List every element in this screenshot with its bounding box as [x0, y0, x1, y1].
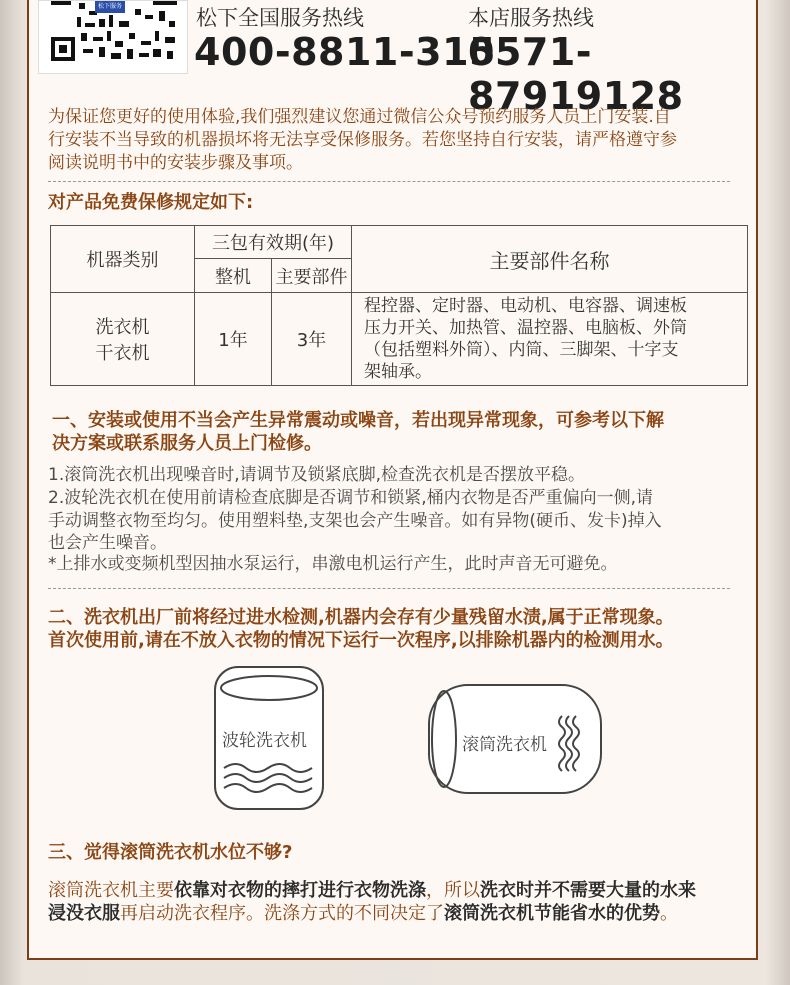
section2-title-2: 首次使用前,请在不放入衣物的情况下运行一次程序,以排除机器内的检测用水。: [48, 630, 674, 651]
drum-label: 滚筒洗衣机: [462, 735, 547, 755]
text-segment-emphasis: 依靠对衣物的摔打进行衣物洗涤: [174, 880, 426, 901]
header-category: 机器类别: [51, 226, 195, 293]
category-washer: 洗衣机: [95, 317, 150, 338]
cell-whole: 1年: [195, 293, 272, 386]
warranty-table: [50, 225, 748, 386]
section1-title-1: 一、安装或使用不当会产生异常震动或噪音，若出现异常现象，可参考以下解: [52, 410, 664, 431]
header-parts-name: 主要部件名称: [352, 226, 748, 293]
warranty-title: 对产品免费保修规定如下:: [48, 192, 254, 213]
parts-line-1: 程控器、定时器、电动机、电容器、调速板: [364, 296, 688, 316]
cell-main-parts: 3年: [272, 293, 352, 386]
category-dryer: 干衣机: [95, 343, 150, 364]
cell-parts-list: [352, 293, 748, 386]
header-whole: 整机: [195, 259, 272, 293]
intro-line-2: 行安装不当导致的机器损坏将无法享受保修服务。若您坚持自行安装，请严格遵守参: [48, 130, 677, 150]
section1-title-2: 决方案或联系服务人员上门检修。: [52, 433, 322, 454]
wechat-qr-code[interactable]: [38, 0, 188, 74]
divider: [48, 181, 730, 182]
section3-line-1: [48, 880, 696, 902]
store-hotline-number[interactable]: 0571-87919128: [468, 30, 684, 118]
store-hotline-label: 本店服务热线: [468, 6, 594, 30]
text-segment: 滚筒洗衣机主要: [48, 880, 174, 901]
section1-item-1: 1.滚筒洗衣机出现噪音时,请调节及锁紧底脚,检查洗衣机是否摆放平稳。: [48, 465, 586, 485]
intro-line-3: 阅读说明书中的安装步骤及事项。: [48, 153, 303, 173]
qr-badge: 松下服务: [95, 1, 125, 13]
parts-line-2: 压力开关、加热管、温控器、电脑板、外筒: [364, 318, 688, 338]
text-segment: ，所以: [426, 880, 480, 901]
text-segment: 。: [660, 903, 678, 924]
national-hotline-label: 松下全国服务热线: [196, 6, 364, 30]
top-loader-illustration: [214, 666, 324, 810]
text-segment-emphasis: 洗衣时并不需要大量的水来: [480, 880, 696, 901]
intro-line-1: 为保证您更好的使用体验,我们强烈建议您通过微信公众号预约服务人员上门安装.自: [48, 107, 671, 127]
section1-note: *上排水或变频机型因抽水泵运行，串激电机运行产生，此时声音无可避免。: [48, 554, 618, 574]
parts-line-3: （包括塑料外筒）、内筒、三脚架、十字支: [364, 340, 679, 360]
section1-item-2b: 手动调整衣物至均匀。使用塑料垫,支架也会产生噪音。如有异物(硬币、发卡)掉入: [48, 511, 662, 531]
drum-illustration: [428, 684, 602, 794]
section2-title-1: 二、洗衣机出厂前将经过进水检测,机器内会存有少量残留水渍,属于正常现象。: [48, 607, 674, 628]
header-period: 三包有效期(年): [195, 226, 352, 259]
section1-item-2c: 也会产生噪音。: [48, 533, 167, 553]
text-segment-emphasis: 滚筒洗衣机节能省水的优势: [444, 903, 660, 924]
national-hotline-number[interactable]: 400-8811-315: [194, 30, 496, 74]
divider: [48, 588, 730, 589]
parts-line-4: 架轴承。: [364, 362, 433, 382]
section3-title: 三、觉得滚筒洗衣机水位不够?: [48, 842, 293, 863]
cell-category: [51, 293, 195, 386]
section1-item-2a: 2.波轮洗衣机在使用前请检查底脚是否调节和锁紧,桶内衣物是否严重偏向一侧,请: [48, 488, 654, 508]
section3-line-2: [48, 903, 678, 925]
text-segment: 再启动洗衣程序。洗涤方式的不同决定了: [120, 903, 444, 924]
top-loader-label: 波轮洗衣机: [222, 731, 307, 751]
text-segment-emphasis: 浸没衣服: [48, 903, 120, 924]
header-main-parts: 主要部件: [272, 259, 352, 293]
